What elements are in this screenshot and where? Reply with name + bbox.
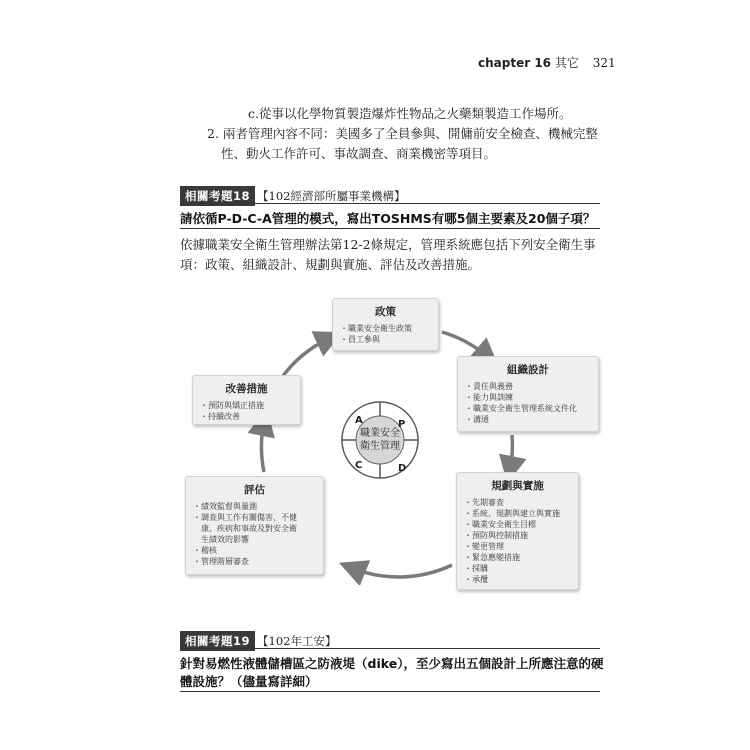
list-item: 康、疾病和事故及對安全衛 bbox=[201, 524, 297, 533]
body-line-3: 性、動火工作許可、事故調查、商業機密等項目。 bbox=[221, 146, 497, 161]
list-item: ・ 能力與訓練 bbox=[465, 392, 598, 403]
arrow-improvement-to-policy bbox=[280, 338, 330, 380]
question-19-label: 相關考題19 bbox=[180, 631, 255, 651]
pdca-letter-a: A bbox=[355, 415, 363, 426]
list-item: ・ 調查與工作有關傷害、不健 bbox=[193, 512, 323, 523]
answer-18-line-1: 依據職業安全衛生管理辦法第12-2條規定，管理系統應包括下列安全衛生事 bbox=[180, 237, 596, 252]
list-item: ・ 職業安全衛生目標 bbox=[464, 519, 578, 530]
box-organization-title: 組織設計 bbox=[507, 364, 549, 376]
question-19-bottom-rule bbox=[180, 691, 600, 692]
chapter-label: chapter 16 bbox=[478, 56, 552, 70]
box-evaluation-items bbox=[186, 501, 323, 567]
box-policy-items bbox=[333, 323, 438, 345]
arrow-organization-to-planning bbox=[510, 435, 512, 470]
body-line-1: c.從事以化學物質製造爆炸性物品之火藥類製造工作場所。 bbox=[248, 106, 572, 121]
box-evaluation-title: 評估 bbox=[244, 484, 265, 496]
question-18-top-rule bbox=[180, 203, 600, 204]
question-18-bottom-rule bbox=[180, 228, 600, 229]
center-label-line-2: 衛生管理 bbox=[360, 441, 400, 452]
list-item: ・ 承攬 bbox=[464, 574, 578, 585]
list-item: ・ 持續改善 bbox=[200, 411, 300, 422]
list-item: ・ 先期審查 bbox=[464, 497, 578, 508]
pdca-letter-c: C bbox=[355, 460, 363, 471]
question-19-top-rule bbox=[180, 648, 600, 649]
list-item: ・ 稽核 bbox=[193, 545, 323, 556]
center-label bbox=[356, 427, 404, 453]
arrow-policy-to-organization bbox=[442, 332, 488, 357]
list-item: ・ 預防與矯正措施 bbox=[200, 400, 300, 411]
list-item: ・ 員工參與 bbox=[340, 334, 438, 345]
section-label: 其它 bbox=[554, 56, 579, 70]
list-item: ・ 系統、規劃與建立與實施 bbox=[464, 508, 578, 519]
question-18-label: 相關考題18 bbox=[180, 186, 255, 206]
box-improvement-items bbox=[193, 400, 300, 422]
list-item: 生績效的影響 bbox=[201, 535, 249, 544]
page-number: 321 bbox=[592, 56, 616, 70]
list-item: ・ 管理階層審查 bbox=[193, 556, 323, 567]
box-improvement bbox=[192, 375, 301, 425]
question-19-text-line-1: 針對易燃性液體儲槽區之防液堤（dike），至少寫出五個設計上所應注意的硬 bbox=[180, 656, 604, 671]
list-item: ・ 溝通 bbox=[465, 414, 598, 425]
box-organization-items bbox=[458, 381, 598, 425]
box-improvement-title: 改善措施 bbox=[225, 383, 268, 395]
list-item: ・ 職業安全衛生政策 bbox=[340, 323, 438, 334]
list-item: ・ 職業安全衛生管理系統文件化 bbox=[465, 403, 598, 414]
box-planning bbox=[456, 472, 579, 590]
list-item: ・ 預防與控制措施 bbox=[464, 530, 578, 541]
question-19-source: 【102年工安】 bbox=[257, 634, 337, 648]
running-head bbox=[478, 54, 616, 71]
pdca-letter-p: P bbox=[398, 419, 406, 430]
list-item: ・ 緊急應變措施 bbox=[464, 552, 578, 563]
box-planning-title: 規劃與實施 bbox=[491, 480, 544, 492]
box-policy bbox=[332, 298, 439, 351]
box-organization bbox=[457, 356, 599, 432]
arrow-evaluation-to-improvement bbox=[261, 422, 264, 472]
box-policy-title: 政策 bbox=[375, 306, 396, 318]
center-label-line-1: 職業安全 bbox=[360, 428, 400, 439]
answer-18-line-2: 項：政策、組織設計、規劃與實施、評估及改善措施。 bbox=[180, 257, 481, 272]
arrow-planning-to-evaluation bbox=[352, 565, 452, 577]
pdca-letter-d: D bbox=[398, 463, 407, 474]
list-item: ・ 採購 bbox=[464, 563, 578, 574]
body-line-2: 2. 兩者管理內容不同：美國多了全員參與、開傭前安全檢查、機械完整 bbox=[207, 126, 598, 141]
question-19-text-line-2: 體設施？（儘量寫詳細） bbox=[180, 674, 318, 689]
box-evaluation bbox=[185, 476, 324, 575]
question-18-source: 【102經濟部所屬事業機構】 bbox=[257, 189, 406, 203]
box-planning-items bbox=[457, 497, 578, 585]
toshms-pdca-diagram bbox=[180, 295, 600, 585]
list-item: ・ 績效監督與量測 bbox=[193, 501, 323, 512]
list-item: ・ 責任與義務 bbox=[465, 381, 598, 392]
question-18-text: 請依循P-D-C-A管理的模式，寫出TOSHMS有哪5個主要素及20個子項？ bbox=[180, 211, 596, 226]
list-item: ・ 變更管理 bbox=[464, 541, 578, 552]
